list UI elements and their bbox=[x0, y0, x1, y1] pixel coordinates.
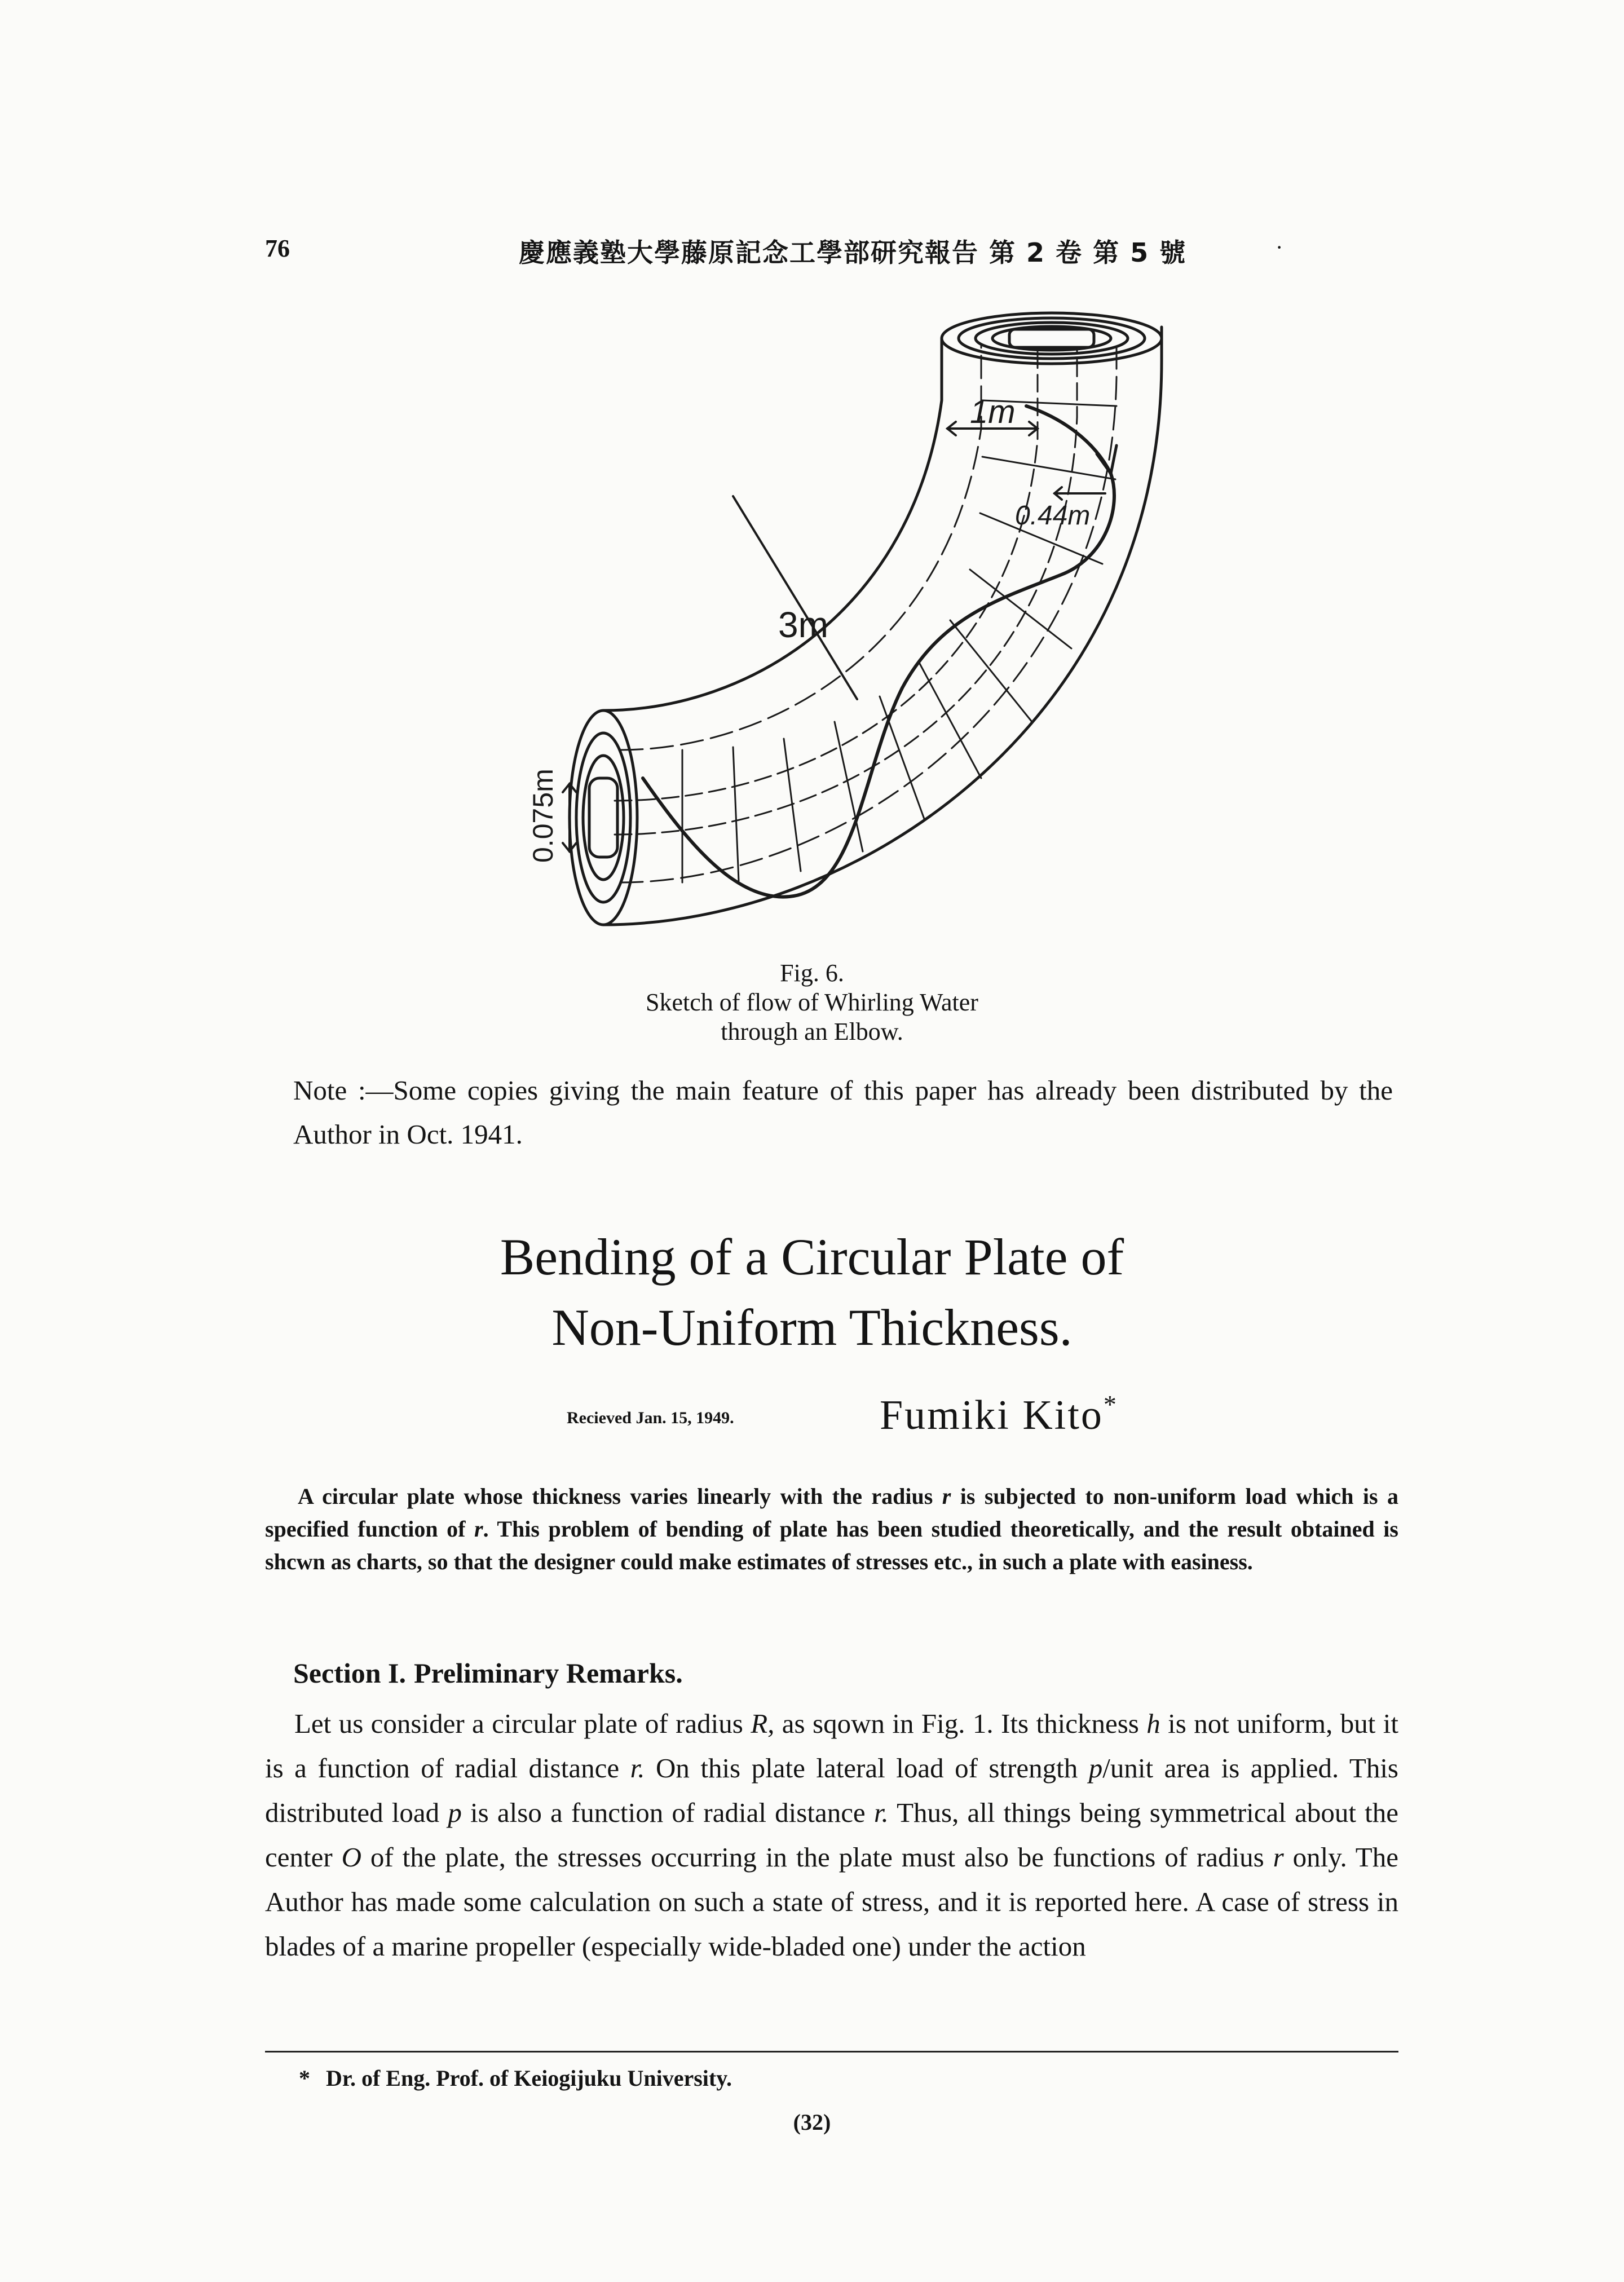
body-seg-7: Thus, all things being symmetrical about the center bbox=[265, 1797, 1398, 1873]
abstract bbox=[265, 1480, 1398, 1578]
whirl-flow-line bbox=[643, 406, 1114, 897]
radius-line bbox=[733, 496, 857, 699]
body-seg-3: is not uniform, but it is a function of radial distance bbox=[265, 1708, 1398, 1784]
elbow-outer-top-edge bbox=[603, 338, 942, 710]
received-date: Recieved Jan. 15, 1949. bbox=[567, 1409, 734, 1427]
elbow-figure bbox=[496, 293, 1207, 942]
body-seg-8: of the plate, the stresses occurring in the plate must also be functions of radius bbox=[361, 1842, 1273, 1873]
section-lines bbox=[682, 400, 1116, 882]
abstract-text-2: is subjected to non-uniform load which is a specified function of bbox=[265, 1484, 1398, 1542]
body-var-R: R, bbox=[751, 1708, 775, 1739]
paper-title-line-2: Non-Uniform Thickness. bbox=[551, 1299, 1073, 1356]
body-var-p-1: p bbox=[1088, 1753, 1103, 1784]
abstract-var-r-2: r bbox=[474, 1516, 483, 1542]
body-var-r-2: r. bbox=[873, 1797, 889, 1828]
body-var-p-2: p bbox=[448, 1797, 462, 1828]
section-heading bbox=[293, 1657, 683, 1689]
abstract-text-3: . This problem of bending of plate has been studied theoretically, and the result obtained is shcwn as charts, so that the designer could make estimates of stresses etc., in such a plate with easiness. bbox=[265, 1516, 1398, 1574]
author-name bbox=[880, 1392, 1118, 1440]
left-end-core bbox=[589, 778, 617, 857]
inner-band-2 bbox=[620, 344, 1116, 882]
body-seg-9: only. The Author has made some calculation on such a state of stress, and it is reported here. A case of stress in blades of a marine propeller (especially wide-bladed one) under the action bbox=[265, 1842, 1398, 1962]
header-dot: · bbox=[1276, 235, 1283, 260]
label-top-width: 1m bbox=[970, 394, 1016, 430]
body-seg-6: is also a function of radial distance bbox=[461, 1797, 874, 1828]
author-footnote-mark: * bbox=[1103, 1390, 1118, 1419]
caption-line-1: Sketch of flow of Whirling Water bbox=[646, 988, 978, 1016]
fig-label: Fig. 6. bbox=[780, 959, 844, 987]
abstract-paragraph bbox=[265, 1480, 1398, 1578]
body-seg-1: Let us consider a circular plate of radius bbox=[294, 1708, 751, 1739]
body-seg-5: /unit area is applied. This distributed load bbox=[265, 1753, 1398, 1828]
body-seg-4: On this plate lateral load of strength bbox=[645, 1753, 1089, 1784]
body-text bbox=[265, 1701, 1398, 1968]
body-seg-2: as sqown in Fig. 1. Its thickness bbox=[774, 1708, 1147, 1739]
body-var-r-1: r. bbox=[630, 1753, 645, 1784]
folio-number: (32) bbox=[793, 2109, 831, 2135]
top-end-core bbox=[1009, 329, 1094, 347]
body-paragraph bbox=[265, 1701, 1398, 1968]
caption-line-2: through an Elbow. bbox=[721, 1018, 903, 1045]
section-title: Preliminary Remarks. bbox=[414, 1657, 683, 1689]
left-end-outer bbox=[570, 710, 637, 925]
footnote-text: Dr. of Eng. Prof. of Keiogijuku University. bbox=[326, 2065, 732, 2091]
body-var-r-3: r bbox=[1273, 1842, 1284, 1873]
label-inner-width: 0.44m bbox=[1015, 501, 1091, 531]
footnote-mark: * bbox=[299, 2065, 310, 2091]
body-var-O: O bbox=[341, 1842, 361, 1873]
footnote bbox=[299, 2065, 732, 2091]
flow-arrow-top bbox=[1097, 445, 1116, 474]
page-number: 76 bbox=[265, 235, 290, 262]
body-var-h: h bbox=[1146, 1708, 1160, 1739]
abstract-text-1: A circular plate whose thickness varies linearly with the radius bbox=[298, 1484, 942, 1509]
author-note: Note :—Some copies giving the main feature of this paper has already been distributed by the Author in Oct. 1941. bbox=[293, 1075, 1393, 1150]
section-number: Section I. bbox=[293, 1657, 406, 1689]
label-radius: 3m bbox=[778, 604, 828, 645]
footnote-rule bbox=[265, 2051, 1398, 2053]
author-name-text: Fumiki Kito bbox=[880, 1392, 1104, 1438]
inner-band-1 bbox=[620, 344, 981, 750]
label-pipe-size: 0.075m bbox=[527, 769, 559, 863]
abstract-var-r: r bbox=[942, 1484, 951, 1509]
paper-title-line-1: Bending of a Circular Plate of bbox=[500, 1228, 1124, 1286]
journal-header: 慶應義塾大學藤原記念工學部研究報告 第 2 卷 第 5 號 bbox=[519, 237, 1187, 268]
